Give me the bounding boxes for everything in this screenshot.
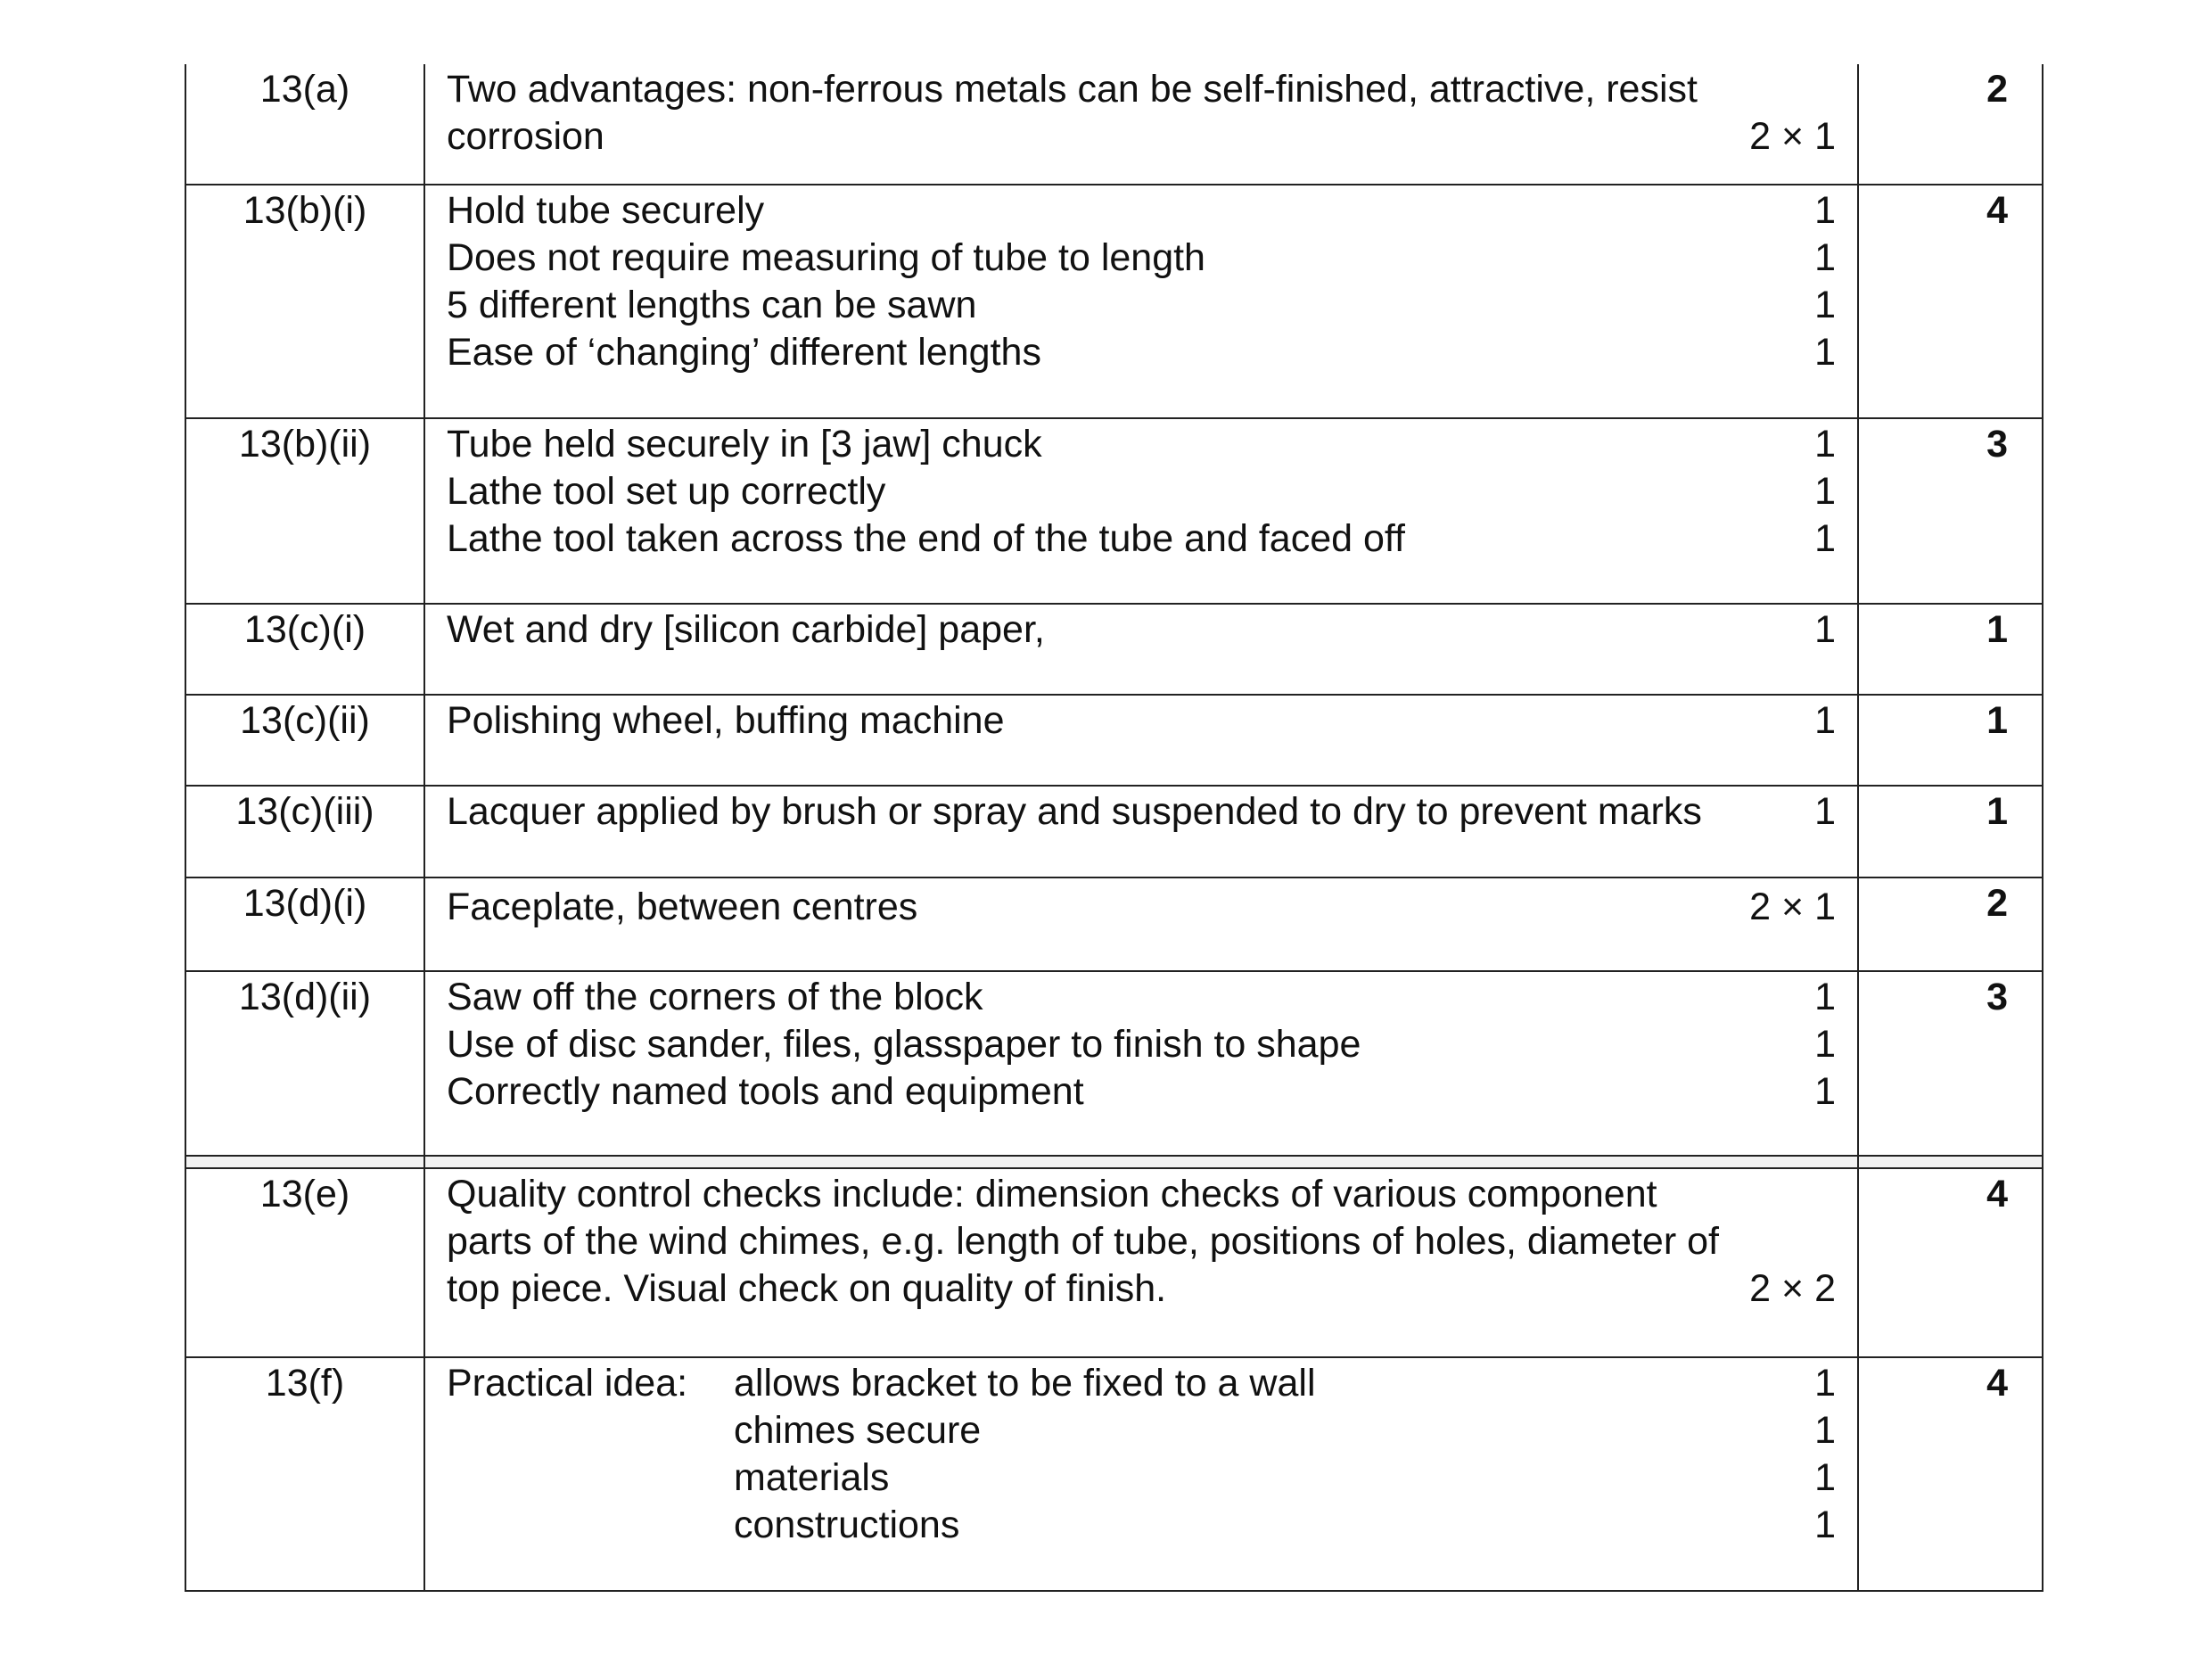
answer-line: Ease of ‘changing’ different lengths xyxy=(447,331,1041,374)
answer-line: Polishing wheel, buffing machine xyxy=(447,699,1005,742)
answer-line: Lacquer applied by brush or spray and suspended to dry to prevent marks xyxy=(447,790,1702,833)
line-mark: 1 xyxy=(1814,331,1836,374)
answer-line: chimes secure xyxy=(734,1409,982,1452)
answer-line: Correctly named tools and equipment xyxy=(447,1070,1084,1113)
answer-line: parts of the wind chimes, e.g. length of tube, positions of holes, diameter of xyxy=(447,1220,1719,1263)
table-row xyxy=(186,878,2042,972)
line-mark: 1 xyxy=(1814,1023,1836,1066)
table-row xyxy=(186,64,2042,185)
answer-line: Does not require measuring of tube to length xyxy=(447,236,1205,279)
line-mark: 2 × 1 xyxy=(1749,886,1836,928)
line-mark: 1 xyxy=(1814,1070,1836,1113)
total-marks: 2 xyxy=(1986,68,2008,111)
line-mark: 1 xyxy=(1814,699,1836,742)
total-marks: 4 xyxy=(1986,1362,2008,1405)
answer-cell xyxy=(425,605,1859,694)
answer-cell xyxy=(425,1169,1859,1356)
question-number: 13(d)(ii) xyxy=(186,972,425,1155)
answer-line: Wet and dry [silicon carbide] paper, xyxy=(447,608,1045,651)
answer-cell xyxy=(425,64,1859,184)
table-row xyxy=(186,185,2042,419)
line-mark: 1 xyxy=(1814,608,1836,651)
answer-line: Hold tube securely xyxy=(447,189,765,232)
answer-line: allows bracket to be fixed to a wall xyxy=(734,1362,1316,1405)
answer-line: Lathe tool taken across the end of the tube and faced off xyxy=(447,517,1405,560)
line-mark: 1 xyxy=(1814,1409,1836,1452)
line-mark: 1 xyxy=(1814,1504,1836,1546)
line-mark xyxy=(1818,1171,1836,1218)
page-break-separator xyxy=(186,1157,2042,1169)
table-row xyxy=(186,1169,2042,1358)
line-mark xyxy=(1818,1218,1836,1265)
line-mark: 1 xyxy=(1814,976,1836,1018)
total-marks: 1 xyxy=(1986,699,2008,742)
question-number: 13(a) xyxy=(186,64,425,184)
total-marks: 4 xyxy=(1986,189,2008,232)
question-number: 13(c)(ii) xyxy=(186,696,425,785)
answer-cell xyxy=(425,419,1859,603)
table-row xyxy=(186,696,2042,787)
table-row xyxy=(186,972,2042,1157)
answer-cell xyxy=(425,878,1859,970)
line-mark: 1 xyxy=(1814,470,1836,513)
total-marks: 3 xyxy=(1986,423,2008,465)
line-mark: 1 xyxy=(1814,423,1836,465)
answer-line: corrosion xyxy=(447,115,604,158)
question-number: 13(b)(i) xyxy=(186,185,425,417)
line-mark: 1 xyxy=(1814,236,1836,279)
line-mark: 2 × 2 xyxy=(1749,1267,1836,1310)
answer-cell xyxy=(425,696,1859,785)
answer-line: Tube held securely in [3 jaw] chuck xyxy=(447,423,1042,465)
total-marks: 1 xyxy=(1986,790,2008,833)
line-mark: 1 xyxy=(1814,1362,1836,1405)
line-mark: 1 xyxy=(1814,1456,1836,1499)
total-marks: 1 xyxy=(1986,608,2008,651)
answer-cell xyxy=(425,185,1859,417)
table-row xyxy=(186,787,2042,878)
answer-line: top piece. Visual check on quality of finish. xyxy=(447,1267,1167,1310)
answer-cell xyxy=(425,1358,1859,1590)
answer-line: Saw off the corners of the block xyxy=(447,976,983,1018)
line-mark xyxy=(1818,66,1836,113)
mark-scheme-table xyxy=(185,64,2043,1592)
question-number: 13(c)(i) xyxy=(186,605,425,694)
answer-line: constructions xyxy=(734,1504,960,1546)
question-number: 13(b)(ii) xyxy=(186,419,425,603)
practical-idea-label: Practical idea: xyxy=(447,1362,688,1405)
table-row xyxy=(186,605,2042,696)
question-number: 13(d)(i) xyxy=(186,878,425,970)
line-mark: 1 xyxy=(1814,189,1836,232)
question-number: 13(f) xyxy=(186,1358,425,1590)
line-mark: 2 × 1 xyxy=(1749,115,1836,158)
answer-cell xyxy=(425,972,1859,1155)
answer-line: Use of disc sander, files, glasspaper to finish to shape xyxy=(447,1023,1361,1066)
question-number: 13(c)(iii) xyxy=(186,787,425,877)
answer-line: Lathe tool set up correctly xyxy=(447,470,886,513)
answer-line: 5 different lengths can be sawn xyxy=(447,284,977,326)
total-marks: 4 xyxy=(1986,1173,2008,1215)
answer-line: Quality control checks include: dimension checks of various component xyxy=(447,1173,1657,1215)
question-number: 13(e) xyxy=(186,1169,425,1356)
answer-line: materials xyxy=(734,1456,890,1499)
line-mark: 1 xyxy=(1814,790,1836,833)
answer-line: Faceplate, between centres xyxy=(447,886,918,928)
total-marks: 2 xyxy=(1986,882,2008,925)
answer-line: Two advantages: non-ferrous metals can be self-finished, attractive, resist xyxy=(447,68,1698,111)
table-row xyxy=(186,1358,2042,1592)
line-mark: 1 xyxy=(1814,517,1836,560)
answer-cell xyxy=(425,787,1859,877)
table-row xyxy=(186,419,2042,605)
total-marks: 3 xyxy=(1986,976,2008,1018)
line-mark: 1 xyxy=(1814,284,1836,326)
